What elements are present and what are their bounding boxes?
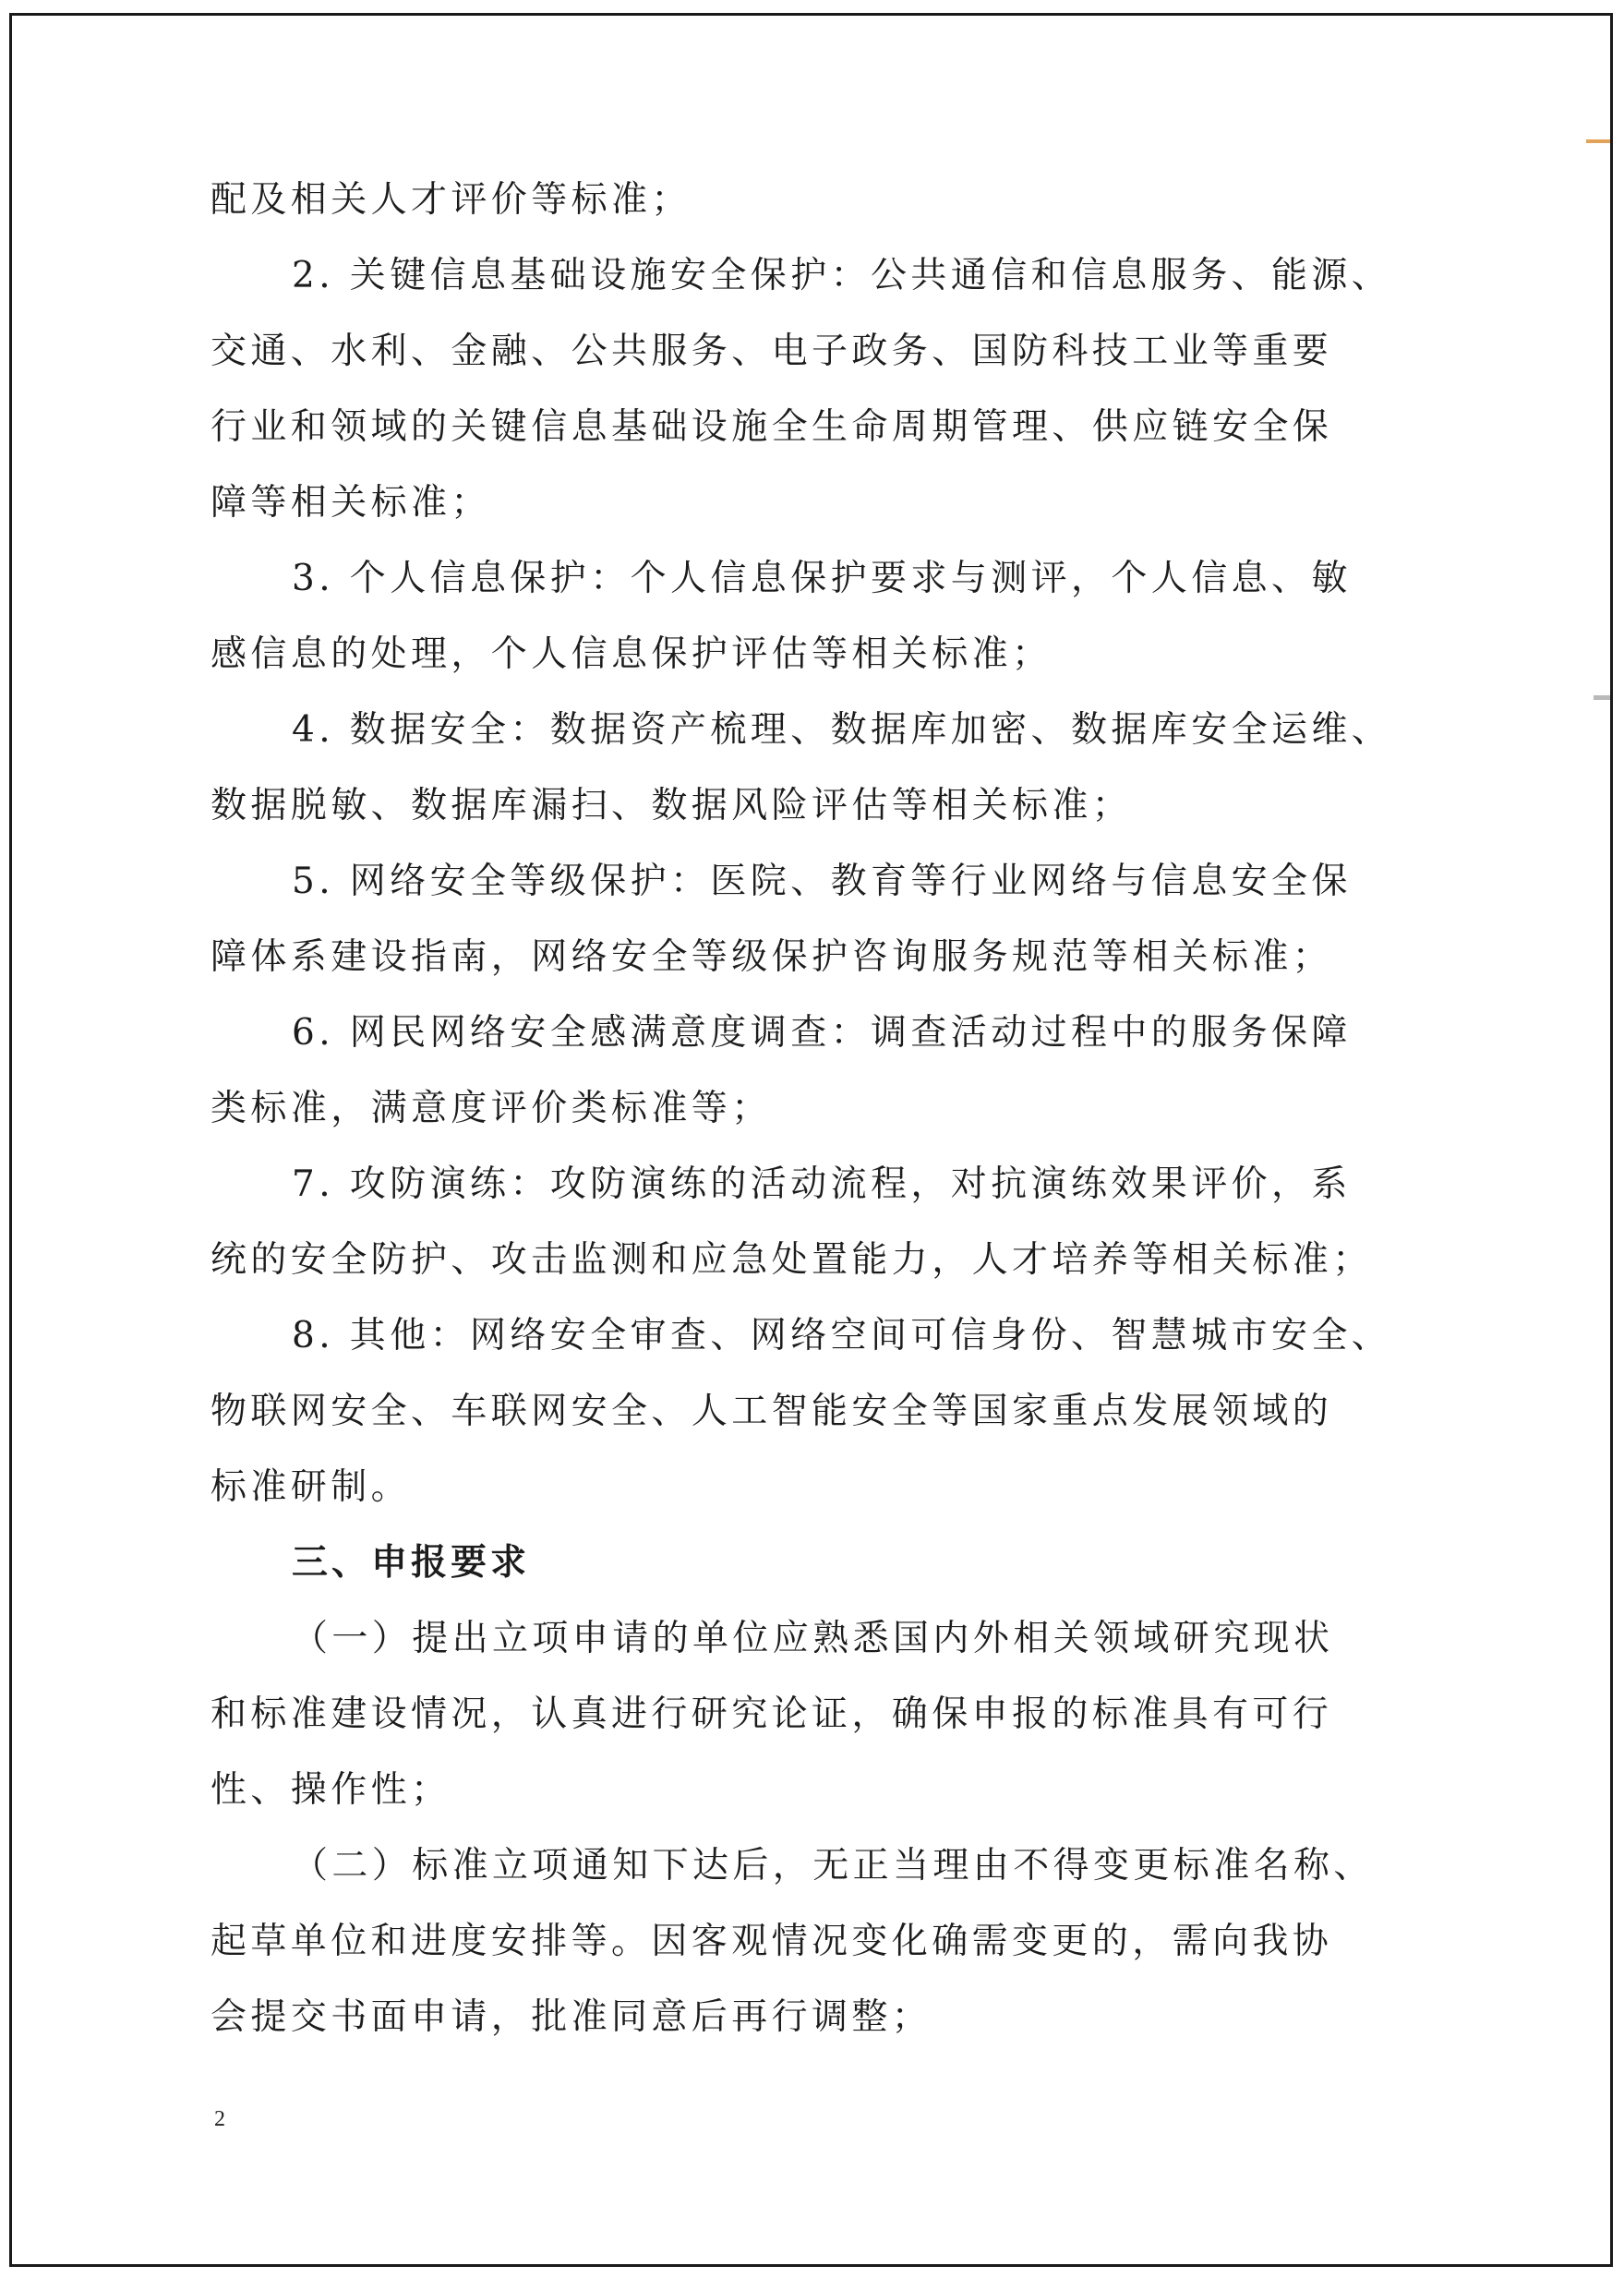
scan-edge-mark bbox=[1586, 139, 1610, 143]
list-item-5-line: 障体系建设指南，网络安全等级保护咨询服务规范等相关标准； bbox=[211, 936, 1333, 978]
page-number: 2 bbox=[214, 2107, 225, 2131]
document-body bbox=[211, 163, 1411, 2055]
list-item-2-line: 行业和领域的关键信息基础设施全生命周期管理、供应链安全保 bbox=[211, 406, 1333, 448]
requirement-2-line: 会提交书面申请，批准同意后再行调整； bbox=[211, 1996, 932, 2038]
scan-edge-mark bbox=[1594, 695, 1610, 700]
list-item-3-line: 3. 个人信息保护：个人信息保护要求与测评，个人信息、敏 bbox=[292, 558, 1352, 599]
list-item-8-line: 物联网安全、车联网安全、人工智能安全等国家重点发展领域的 bbox=[211, 1391, 1333, 1432]
list-item-5-line: 5. 网络安全等级保护：医院、教育等行业网络与信息安全保 bbox=[292, 861, 1352, 902]
list-item-8-line: 8. 其他：网络安全审查、网络空间可信身份、智慧城市安全、 bbox=[292, 1315, 1392, 1356]
requirement-2-line: 起草单位和进度安排等。因客观情况变化确需变更的，需向我协 bbox=[211, 1921, 1333, 1962]
list-item-3-line: 感信息的处理，个人信息保护评估等相关标准； bbox=[211, 633, 1053, 675]
list-item-7-line: 7. 攻防演练：攻防演练的活动流程，对抗演练效果评价，系 bbox=[292, 1163, 1352, 1205]
list-item-2-line: 障等相关标准； bbox=[211, 482, 491, 524]
list-item-2-line: 2. 关键信息基础设施安全保护：公共通信和信息服务、能源、 bbox=[292, 255, 1392, 296]
section-heading: 三、申报要求 bbox=[292, 1542, 531, 1584]
list-item-8-line: 标准研制。 bbox=[211, 1466, 412, 1508]
body-text-line: 配及相关人才评价等标准； bbox=[211, 179, 692, 221]
list-item-2-line: 交通、水利、金融、公共服务、电子政务、国防科技工业等重要 bbox=[211, 331, 1333, 372]
list-item-6-line: 类标准，满意度评价类标准等； bbox=[211, 1088, 772, 1129]
list-item-4-line: 4. 数据安全：数据资产梳理、数据库加密、数据库安全运维、 bbox=[292, 709, 1392, 751]
requirement-1-line: （一）提出立项申请的单位应熟悉国内外相关领域研究现状 bbox=[292, 1618, 1334, 1659]
requirement-1-line: 和标准建设情况，认真进行研究论证，确保申报的标准具有可行 bbox=[211, 1693, 1333, 1735]
requirement-1-line: 性、操作性； bbox=[211, 1769, 451, 1811]
requirement-2-line: （二）标准立项通知下达后，无正当理由不得变更标准名称、 bbox=[292, 1845, 1374, 1886]
list-item-7-line: 统的安全防护、攻击监测和应急处置能力，人才培养等相关标准； bbox=[211, 1239, 1373, 1281]
list-item-4-line: 数据脱敏、数据库漏扫、数据风险评估等相关标准； bbox=[211, 785, 1133, 826]
list-item-6-line: 6. 网民网络安全感满意度调查：调查活动过程中的服务保障 bbox=[292, 1012, 1352, 1054]
